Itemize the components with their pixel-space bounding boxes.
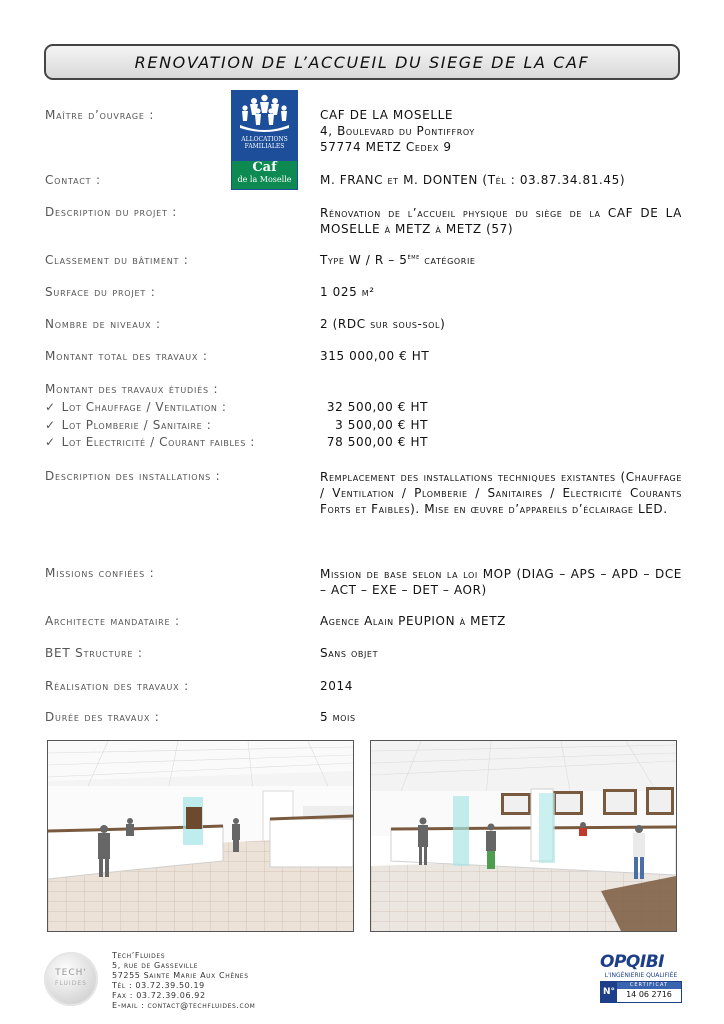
page-title: RENOVATION DE L’ACCUEIL DU SIEGE DE LA CAF: [44, 44, 680, 80]
opqibi-cert-label: CERTIFICAT: [617, 982, 681, 989]
lot-label: Lot Electricité / Courant faibles :: [61, 435, 255, 449]
footer-fax: Fax : 03.72.39.06.92: [112, 991, 206, 1000]
architecte-value: Agence Alain PEUPION à METZ: [320, 614, 506, 628]
niveaux-value: 2 (RDC sur sous-sol): [320, 317, 446, 331]
footer-tel: Tél : 03.72.39.50.19: [112, 981, 205, 990]
caf-logo-region: de la Moselle: [237, 175, 292, 184]
footer-email: E-mail : contact@techfluides.com: [112, 1001, 256, 1010]
surface-label: Surface du projet :: [45, 285, 156, 299]
render-1-image: [48, 741, 353, 931]
classement-sup: ème: [407, 253, 420, 261]
architecte-label: Architecte mandataire :: [45, 614, 180, 628]
surface-value: 1 025 m²: [320, 285, 375, 299]
niveaux-label: Nombre de niveaux :: [45, 317, 161, 331]
duree-label: Durée des travaux :: [45, 710, 160, 724]
maitre-address-2: 57774 METZ Cedex 9: [320, 140, 452, 154]
opqibi-certificate: [600, 981, 682, 1003]
missions-label: Missions confiées :: [45, 566, 155, 580]
footer-company: Tech’Fluides: [112, 951, 166, 960]
montant-value: 315 000,00 € HT: [320, 349, 430, 363]
lot-value: 32 500,00 € HT: [326, 400, 428, 414]
opqibi-n: N°: [601, 982, 617, 1002]
opqibi-number: 14 06 2716: [626, 990, 672, 999]
caf-logo-bottom: [232, 161, 297, 189]
caf-logo-subtitle: [232, 136, 297, 150]
lot-label: Lot Chauffage / Ventilation :: [61, 400, 227, 414]
caf-logo-top: [232, 91, 297, 161]
caf-logo: [231, 90, 298, 190]
contact-label: Contact :: [45, 173, 101, 187]
classement-label: Classement du bâtiment :: [45, 253, 189, 267]
check-icon: ✓: [45, 400, 56, 414]
caf-logo-text-2: FAMILIALES: [244, 143, 285, 150]
installations-value: Remplacement des installations techniques existantes (Chauffage / Ventilation / Plomberie / Sanitaires / Electricité Courants Forts et Faibles). Mise en œuvre d’appareils d’éclairage LED.: [320, 470, 682, 516]
techfluides-logo-text-2: FLUIDES: [55, 980, 87, 987]
footer-address-2: 57255 Sainte Marie Aux Chênes: [112, 971, 249, 980]
duree-value: 5 mois: [320, 710, 356, 724]
lot-row: [45, 418, 211, 432]
caf-logo-name: Caf: [252, 160, 277, 175]
lot-label: Lot Plomberie / Sanitaire :: [61, 418, 212, 432]
bet-value: Sans objet: [320, 646, 379, 660]
description-value: Rénovation de l’accueil physique du siège de la CAF DE LA MOSELLE à METZ à METZ (57): [320, 206, 682, 236]
family-figures-icon: [232, 91, 297, 135]
maitre-address-1: 4, Boulevard du Pontiffroy: [320, 124, 475, 138]
opqibi-tagline: L'INGÉNIERIE QUALIFIÉE: [604, 972, 678, 979]
techfluides-logo-text-1: TECH': [55, 968, 87, 978]
montant-label: Montant total des travaux :: [45, 349, 208, 363]
techfluides-logo: [44, 952, 98, 1006]
lot-row: [45, 435, 255, 449]
classement-suffix: catégorie: [419, 253, 476, 267]
check-icon: ✓: [45, 435, 56, 449]
interior-render-1: [47, 740, 354, 932]
lot-value: 78 500,00 € HT: [326, 435, 428, 449]
etudies-label: Montant des travaux étudiés :: [45, 382, 219, 396]
contact-value: M. FRANC et M. DONTEN (Tél : 03.87.34.81.45): [320, 173, 626, 187]
interior-render-2: [370, 740, 677, 932]
caf-logo-text-1: ALLOCATIONS: [241, 136, 288, 143]
opqibi-logo: [600, 952, 682, 1006]
bet-label: BET Structure :: [45, 646, 143, 660]
missions-value: Mission de base selon la loi MOP (DIAG – APS – APD – DCE – ACT – EXE – DET – AOR): [320, 567, 682, 597]
render-2-image: [371, 741, 676, 931]
realisation-value: 2014: [320, 679, 353, 693]
maitre-label: Maître d’ouvrage :: [45, 108, 155, 122]
footer-address: [112, 951, 255, 1011]
classement-type: Type W / R – 5: [320, 253, 408, 267]
description-label: Description du projet :: [45, 205, 178, 219]
opqibi-name: OPQIBI: [600, 952, 664, 972]
classement-value: [320, 253, 476, 267]
lot-row: [45, 400, 227, 414]
footer-address-1: 5, rue de Gasseville: [112, 961, 199, 970]
installations-label: Description des installations :: [45, 469, 221, 483]
check-icon: ✓: [45, 418, 56, 432]
realisation-label: Réalisation des travaux :: [45, 679, 189, 693]
maitre-name: CAF DE LA MOSELLE: [320, 108, 454, 122]
lot-value: 3 500,00 € HT: [335, 418, 428, 432]
